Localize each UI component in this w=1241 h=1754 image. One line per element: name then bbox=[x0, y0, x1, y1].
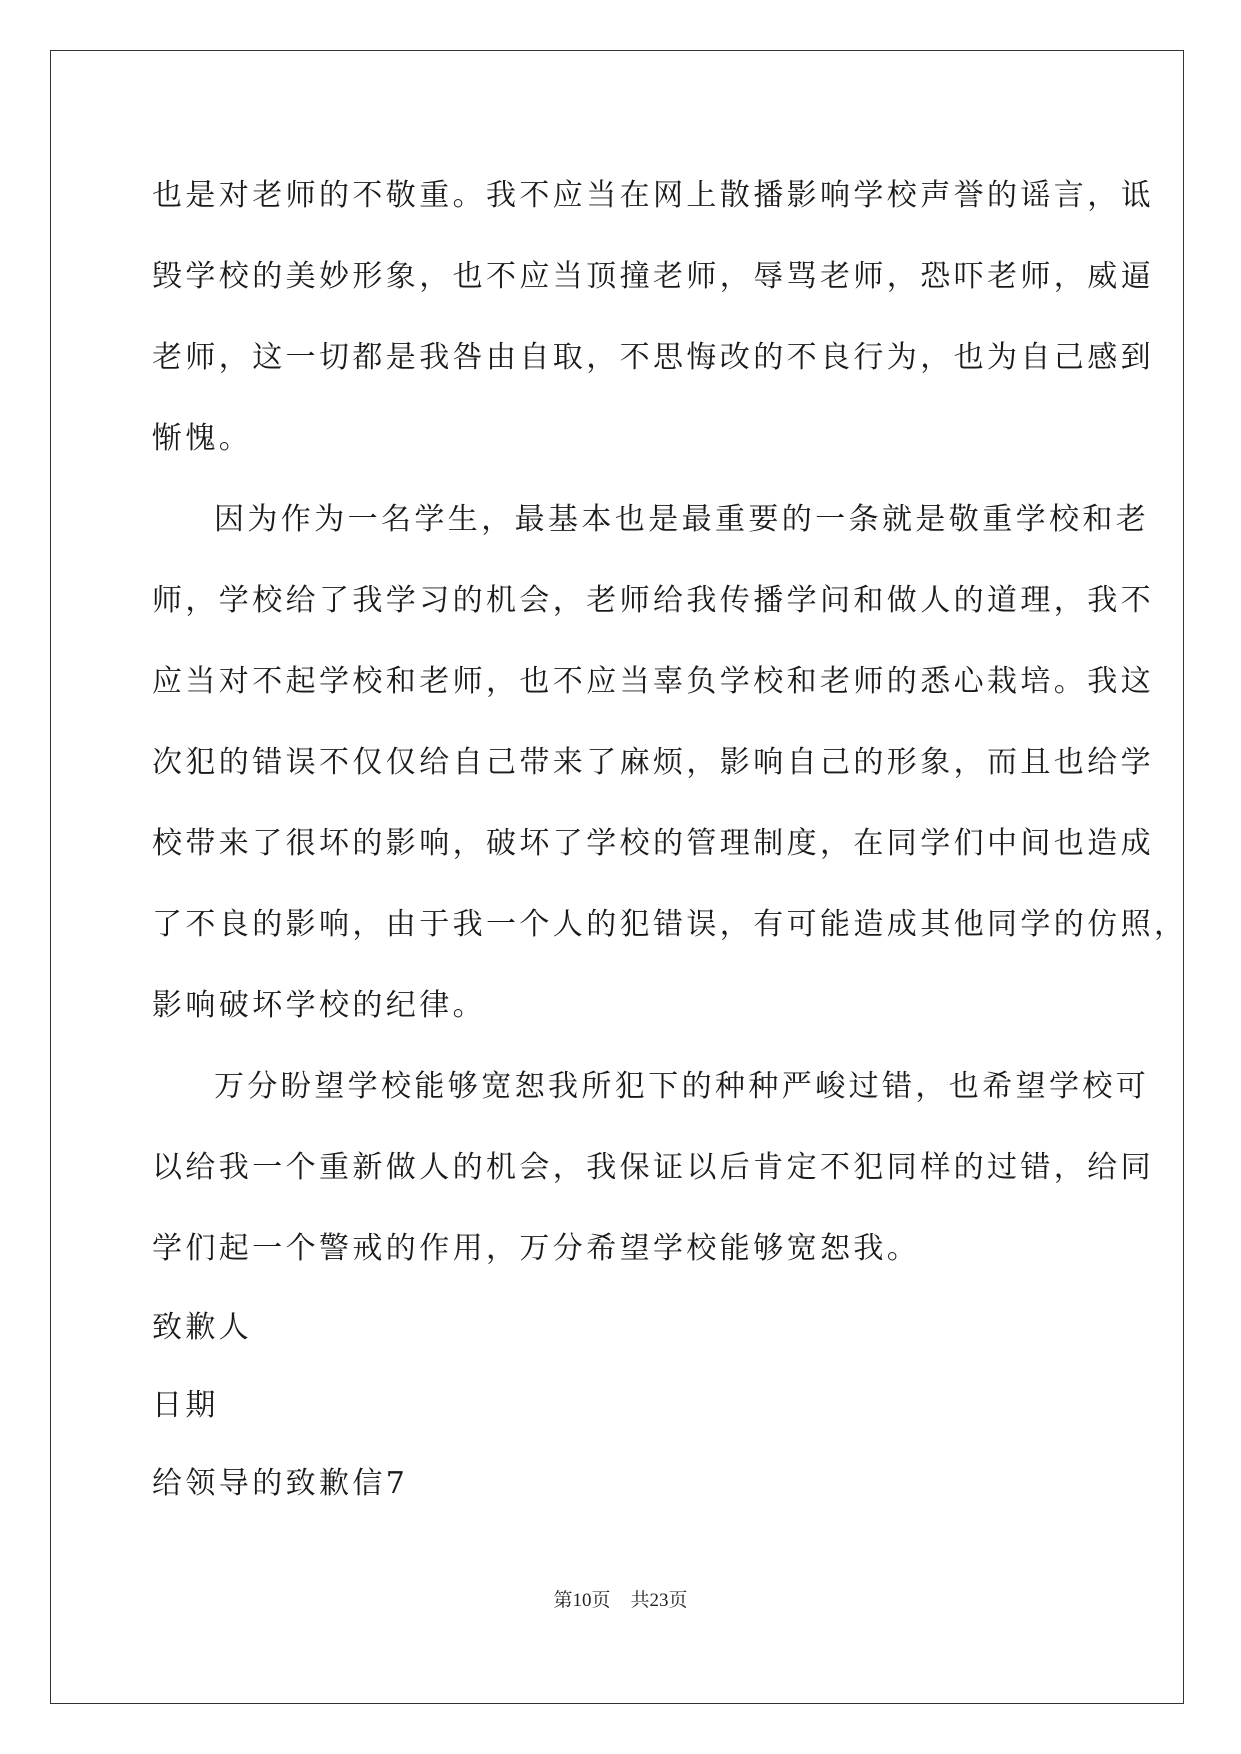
text-line: 也是对老师的不敬重。我不应当在网上散播影响学校声誉的谣言，诋 bbox=[152, 178, 1154, 213]
next-letter-heading: 给领导的致歉信7 bbox=[152, 1466, 409, 1501]
page-footer bbox=[0, 1585, 1241, 1612]
paragraph-2 bbox=[152, 479, 1188, 1046]
text-line: 了不良的影响，由于我一个人的犯错误，有可能造成其他同学的仿照， bbox=[152, 907, 1188, 942]
page-total: 共23页 bbox=[630, 1590, 688, 1611]
text-line: 以给我一个重新做人的机会，我保证以后肯定不犯同样的过错，给同 bbox=[152, 1150, 1154, 1185]
signature-line: 致歉人 bbox=[152, 1310, 253, 1345]
date-line: 日期 bbox=[152, 1388, 219, 1423]
text-line: 次犯的错误不仅仅给自己带来了麻烦，影响自己的形象，而且也给学 bbox=[152, 745, 1154, 780]
text-line: 老师，这一切都是我咎由自取，不思悔改的不良行为，也为自己感到 bbox=[152, 340, 1154, 375]
paragraph-3 bbox=[152, 1046, 1154, 1289]
text-line: 万分盼望学校能够宽恕我所犯下的种种严峻过错，也希望学校可 bbox=[214, 1069, 1150, 1104]
text-line: 影响破坏学校的纪律。 bbox=[152, 988, 486, 1023]
text-line: 因为作为一名学生，最基本也是最重要的一条就是敬重学校和老 bbox=[214, 502, 1150, 537]
text-line: 毁学校的美妙形象，也不应当顶撞老师，辱骂老师，恐吓老师，威逼 bbox=[152, 259, 1154, 294]
paragraph-1 bbox=[152, 155, 1154, 479]
text-line: 校带来了很坏的影响，破坏了学校的管理制度，在同学们中间也造成 bbox=[152, 826, 1154, 861]
document-body bbox=[152, 155, 1188, 1523]
page-number: 第10页 bbox=[553, 1590, 611, 1611]
text-line: 师，学校给了我学习的机会，老师给我传播学问和做人的道理，我不 bbox=[152, 583, 1154, 618]
text-line: 应当对不起学校和老师，也不应当辜负学校和老师的悉心栽培。我这 bbox=[152, 664, 1154, 699]
text-line: 惭愧。 bbox=[152, 421, 253, 456]
text-line: 学们起一个警戒的作用，万分希望学校能够宽恕我。 bbox=[152, 1231, 921, 1266]
